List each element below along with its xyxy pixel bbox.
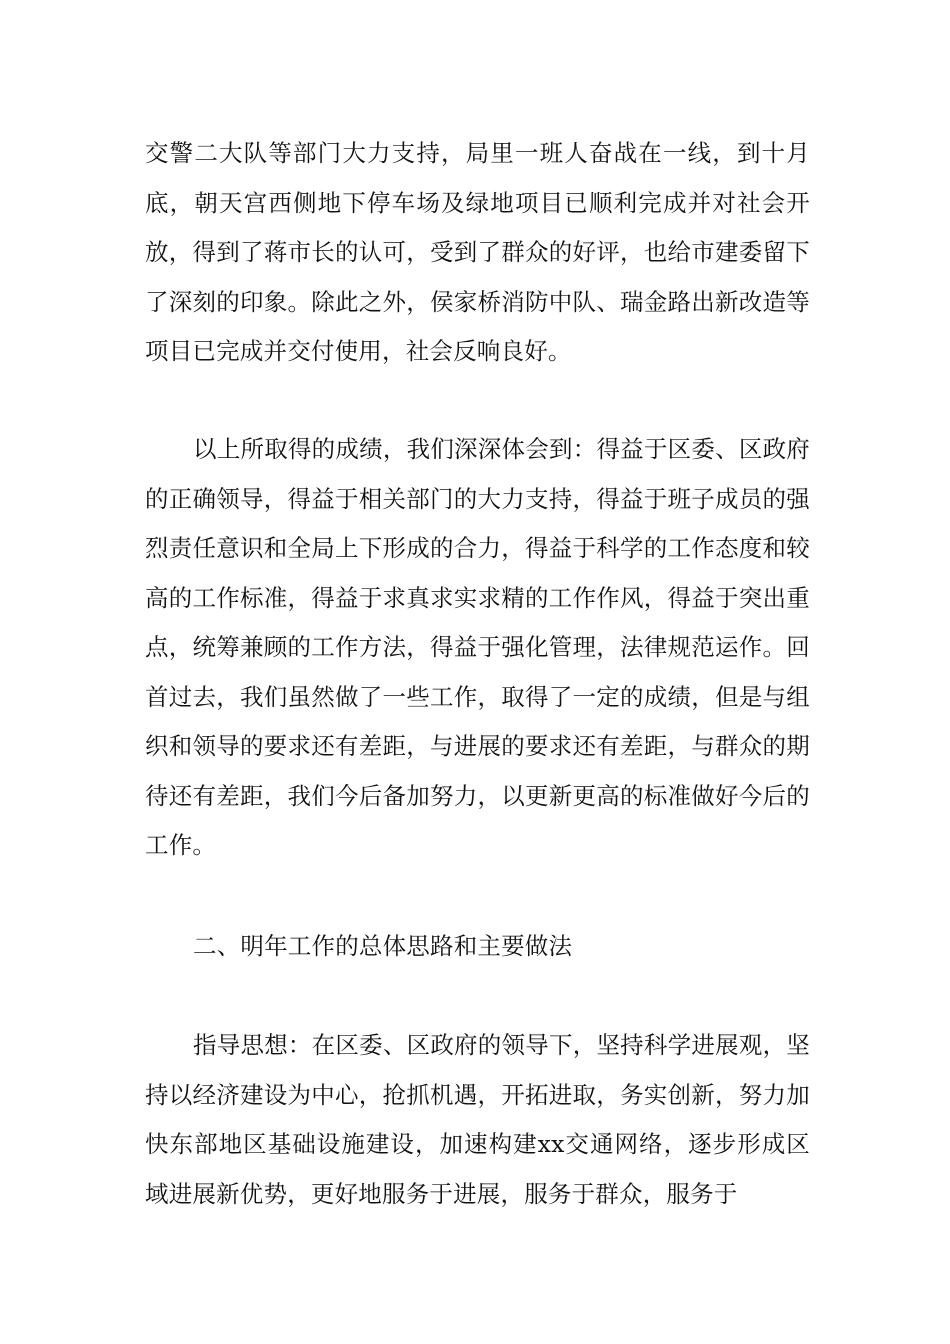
paragraph-achievements-summary: 以上所取得的成绩，我们深深体会到：得益于区委、区政府的正确领导，得益于相关部门的大力支持，得益于班子成员的强烈责任意识和全局上下形成的合力，得益于科学的工作态度和较高的工作标准，得益于求真求实求精的工作作风，得益于突出重点，统筹兼顾的工作方法，得益于强化管理，法律规范运作。回首过去，我们虽然做了一些工作，取得了一定的成绩，但是与组织和领导的要求还有差距，与进展的要求还有差距，与群众的期待还有差距，我们今后备加努力，以更新更高的标准做好今后的工作。: [145, 435, 810, 859]
paragraph-guiding-thought: 指导思想：在区委、区政府的领导下，坚持科学进展观，坚持以经济建设为中心，抢抓机遇，开拓进取，务实创新，努力加快东部地区基础设施建设，加速构建xx交通网络，逐步形成区域进展新优势，更好地服务于进展，服务于群众，服务于: [145, 1031, 810, 1208]
section-heading: 二、明年工作的总体思路和主要做法: [193, 932, 573, 960]
paragraph-project-results: 交警二大队等部门大力支持，局里一班人奋战在一线，到十月底，朝天宫西侧地下停车场及绿地项目已顺利完成并对社会开放，得到了蒋市长的认可，受到了群众的好评，也给市建委留下了深刻的印象。除此之外，侯家桥消防中队、瑞金路出新改造等项目已完成并交付使用，社会反响良好。: [145, 139, 810, 365]
